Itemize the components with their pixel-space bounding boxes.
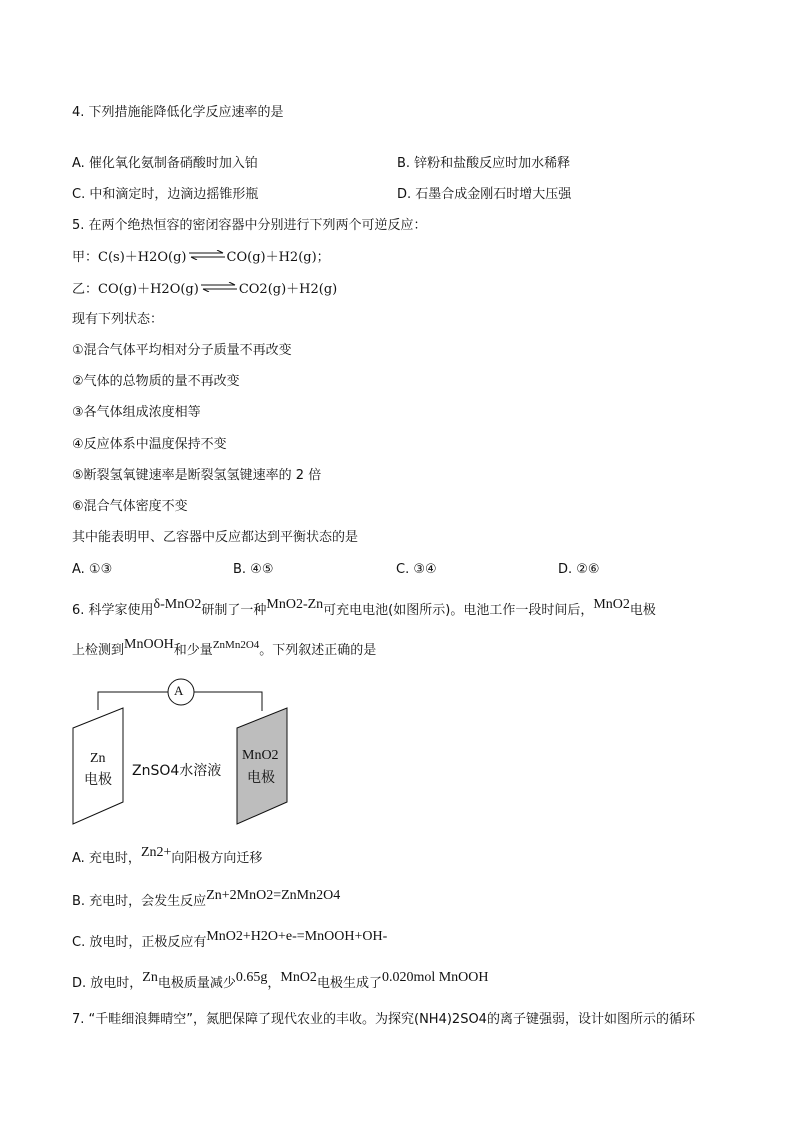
q6-option-b xyxy=(72,888,341,911)
q5-intro: 现有下列状态： xyxy=(72,312,164,327)
q6-option-c xyxy=(72,929,388,952)
battery-diagram xyxy=(70,678,300,828)
ammeter-icon: A xyxy=(174,683,184,698)
q4-option-a: A. 催化氧化氨制备硝酸时加入铂 xyxy=(72,156,258,171)
q6-text: 电极质量减少 xyxy=(157,976,236,991)
equilibrium-arrow-icon xyxy=(201,282,237,292)
q6-text: 电极 xyxy=(629,603,656,618)
q6-stem-line-1 xyxy=(72,597,656,620)
solution-label: ZnSO4水溶液 xyxy=(132,763,222,779)
q6-text: 研制了一种 xyxy=(201,603,267,618)
q6-text: 。下列叙述正确的是 xyxy=(259,643,377,658)
q4-stem: 4. 下列措施能降低化学反应速率的是 xyxy=(72,105,284,120)
q5-reaction-yi xyxy=(72,281,337,299)
q5-option-b: B. ④⑤ xyxy=(233,562,274,577)
q5-state-2: ②气体的总物质的量不再改变 xyxy=(72,374,240,389)
q5-state-3: ③各气体组成浓度相等 xyxy=(72,405,201,420)
q6-text: 和少量 xyxy=(173,643,213,658)
q5-state-1: ①混合气体平均相对分子质量不再改变 xyxy=(72,343,292,358)
mno2-electrode-label: MnO2 xyxy=(242,748,279,763)
formula-mnooh-amount: 0.020mol MnOOH xyxy=(381,970,489,985)
formula-zn: Zn xyxy=(142,970,158,985)
q6-option-a xyxy=(72,845,263,868)
reaction-label: 甲： xyxy=(72,250,99,265)
q5-option-c: C. ③④ xyxy=(396,562,437,577)
q4-option-d: D. 石墨合成金刚石时增大压强 xyxy=(397,187,572,202)
q6-text: ， xyxy=(267,976,281,991)
formula-mno2-zn: MnO2-Zn xyxy=(266,597,324,612)
q4-option-b: B. 锌粉和盐酸反应时加水稀释 xyxy=(397,156,571,171)
q6-text: 上检测到 xyxy=(72,643,125,658)
reaction-left: CO(g)＋H2O(g) xyxy=(98,282,199,297)
formula-znmn2o4: ZnMn2O4 xyxy=(212,639,260,651)
q6-option-d xyxy=(72,970,489,993)
formula-zn-ion: Zn2+ xyxy=(140,845,172,860)
q6-text: 电极生成了 xyxy=(316,976,382,991)
reaction-right: CO2(g)＋H2(g) xyxy=(238,282,338,297)
mno2-electrode-sub: 电极 xyxy=(247,770,275,786)
q6-text: 6. 科学家使用 xyxy=(72,603,154,618)
q6-text: B. 充电时，会发生反应 xyxy=(72,894,207,909)
equilibrium-arrow-icon xyxy=(189,250,225,260)
q6-text: 可充电电池(如图所示)。电池工作一段时间后， xyxy=(323,603,594,618)
q6-text: C. 放电时，正极反应有 xyxy=(72,935,207,950)
zn-electrode-label: Zn xyxy=(90,751,106,766)
formula-mno2: MnO2 xyxy=(593,597,630,612)
formula-mno2: MnO2 xyxy=(280,970,317,985)
q6-stem-line-2 xyxy=(72,637,377,660)
q5-state-6: ⑥混合气体密度不变 xyxy=(72,499,188,514)
q5-option-d: D. ②⑥ xyxy=(558,562,600,577)
q5-state-5: ⑤断裂氢氧键速率是断裂氢氢键速率的 2 倍 xyxy=(72,468,322,483)
q6-text: A. 充电时， xyxy=(72,851,141,866)
reaction-label: 乙： xyxy=(72,282,99,297)
reaction-left: C(s)＋H2O(g) xyxy=(98,250,187,265)
q6-text: D. 放电时， xyxy=(72,976,143,991)
q5-reaction-jia xyxy=(72,249,330,267)
formula-cathode-reaction: MnO2+H2O+e-=MnOOH+OH- xyxy=(206,929,388,944)
reaction-right: CO(g)＋H2(g)； xyxy=(226,250,330,265)
q5-stem: 5. 在两个绝热恒容的密闭容器中分别进行下列两个可逆反应： xyxy=(72,218,427,233)
formula-mnooh: MnOOH xyxy=(124,637,174,652)
q5-option-a: A. ①③ xyxy=(72,562,113,577)
zn-electrode-sub: 电极 xyxy=(84,772,112,788)
q7-stem: 7. “千畦细浪舞晴空”，氮肥保障了现代农业的丰收。为探究(NH4)2SO4的离子键强弱，设计如图所示的循环 xyxy=(72,1012,695,1027)
q6-text: 向阳极方向迁移 xyxy=(171,851,263,866)
formula-charge-reaction: Zn+2MnO2=ZnMn2O4 xyxy=(206,888,341,903)
formula-delta-mno2: δ-MnO2 xyxy=(153,597,202,612)
q5-question: 其中能表明甲、乙容器中反应都达到平衡状态的是 xyxy=(72,530,359,545)
q4-option-c: C. 中和滴定时，边滴边摇锥形瓶 xyxy=(72,187,259,202)
q5-state-4: ④反应体系中温度保持不变 xyxy=(72,437,227,452)
formula-mass: 0.65g xyxy=(235,970,268,985)
